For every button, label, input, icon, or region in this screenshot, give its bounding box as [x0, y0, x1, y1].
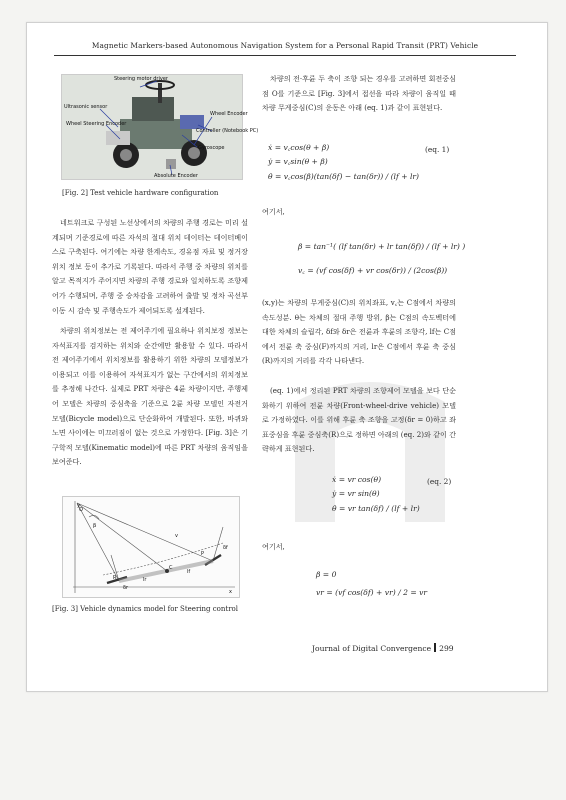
vehicle-photo: [61, 74, 259, 180]
eq1-line-2: ẏ = v꜀sin(θ + β): [268, 157, 328, 166]
beta-definition: β = tan⁻¹( (lf tan(δr) + lr tan(δf)) / (lf + lr) ): [298, 242, 466, 251]
final-vr: vr = (vf cos(δf) + vr) / 2 = vr: [316, 588, 428, 597]
page-footer: [312, 643, 454, 653]
eq1-line-3: θ̇ = v꜀cos(β)(tan(δf) − tan(δr)) / (lf + lr): [268, 172, 420, 181]
eq2-number: (eq. 2): [427, 477, 452, 486]
label-absolute-encoder: Absolute Encoder: [154, 173, 198, 179]
eq2-line-3: θ̇ = vr tan(δf) / (lf + lr): [332, 504, 420, 513]
label-c: C: [169, 565, 173, 571]
label-v: v: [175, 533, 178, 539]
right-intro: 차량의 전·후륜 두 축이 조향 되는 경우를 고려하면 회전중심점 O를 기준으로 [Fig. 3]에서 접선을 따라 차량이 움직일 때 차량 무게중심(C)의 운동은 아래 (eq. 1)과 같이 표현된다.: [262, 74, 456, 113]
label-delta-r: δr: [123, 585, 129, 591]
where-1: 여기서,: [262, 207, 285, 216]
label-gyroscope: Gyroscope: [198, 145, 225, 151]
running-header: Magnetic Markers-based Autonomous Navigation System for a Personal Rapid Transit (PRT) Vehicle: [54, 41, 516, 56]
final-beta: β = 0: [316, 570, 337, 579]
page-number: 299: [439, 644, 454, 653]
label-steering-motor-driver: Steering motor driver: [114, 76, 168, 82]
where-2: 여기서,: [262, 542, 285, 551]
label-controller: Controller (Notebook PC): [196, 128, 259, 134]
label-x: x: [229, 589, 232, 595]
label-beta: β: [93, 523, 97, 529]
label-lf: lf: [187, 569, 191, 575]
label-o: O: [79, 507, 83, 513]
journal-name: Journal of Digital Convergence: [312, 644, 432, 653]
vehicle-dynamics-diagram: [62, 496, 240, 598]
label-delta-f: δf: [223, 545, 228, 551]
vc-definition: v꜀ = (vf cos(δf) + vr cos(δr)) / (2cos(β)): [298, 266, 448, 275]
label-ultrasonic-sensor: Ultrasonic sensor: [64, 104, 108, 110]
label-r: R: [113, 575, 117, 581]
label-p: P: [201, 551, 205, 557]
figure3-caption: [Fig. 3] Vehicle dynamics model for Steering control: [52, 605, 238, 613]
eq1-number: (eq. 1): [425, 145, 450, 154]
label-lr: lr: [143, 577, 147, 583]
label-wheel-steering-encoder: Wheel Steering Encoder: [66, 121, 127, 127]
left-paragraph-2: 차량의 위치정보는 전 제어주기에 필요하나 위치보정 정보는 자석표지를 검지하는 위치와 순간에만 활용할 수 있다. 따라서 전 제어주기에서 위치정보를 활용하기 위한 차량의 모델정보가 이용되고 이를 이용하여 자석표지가 없는 구간에서의 위치정보를 추정해 나간다. 실제로 PRT 차량은 4륜 차량이지만, 주행제어 모델은 차량의 중심축을 기준으로 2륜 차량 모델인 자전거 모델(Bicycle model)으로 단순화하여 개발된다. 또한, 바퀴와 노면 사이에는 미끄러짐이 없는 것으로 가정한다. [Fig. 3]은 기구학적 모델(Kinematic model)에 따른 PRT 차량의 움직임을 보여준다.: [52, 326, 248, 467]
eq1-line-1: ẋ = v꜀cos(θ + β): [268, 143, 330, 152]
label-wheel-encoder: Wheel Encoder: [210, 111, 248, 117]
footer-separator: [434, 643, 436, 652]
eq2-line-2: ẏ = vr sin(θ): [332, 489, 380, 498]
eq2-line-1: ẋ = vr cos(θ): [332, 475, 382, 484]
right-paragraph-simplification: (eq. 1)에서 정리된 PRT 차량의 조향제어 모델을 보다 단순화하기 위하여 전륜 차량(Front-wheel-drive vehicle) 모델로 가정하였다. 이를 위해 후륜 축 조향을 고정(δr = 0)하고 좌표중심을 후륜 중심축(R)으로 정하면 아래의 (eq. 2)와 같이 간략하게 표현된다.: [262, 386, 456, 454]
right-paragraph-variables: (x,y)는 차량의 무게중심(C)의 위치좌표, v꜀는 C점에서 차량의 속도성분. θ는 차체의 절대 주행 방위, β는 C점의 속도벡터에 대한 차체의 슬립각, δf와 δr은 전륜과 후륜의 조향각, lf는 C점에서 전륜 축 중심(F)까지의 거리, lr은 C점에서 후륜 축 중심(R)까지의 거리를 각각 나타낸다.: [262, 298, 456, 366]
figure2-caption: [Fig. 2] Test vehicle hardware configuration: [62, 189, 219, 197]
left-paragraph-1: 네트워크로 구성된 노선상에서의 차량의 주행 경로는 미리 설계되며 기준경로에 따른 자석의 절대 위치 데이터는 데이터베이스로 구축된다. 여기에는 차량 한계속도, 경유점 자료 및 정거장 위치 정보 등이 추가로 기록된다. 따라서 주행 중 차량의 위치를 알고 목적지가 주어지면 차량의 주행 경로와 일치하도록 조향제어가 수행되며, 주행 중 승차감을 고려하여 출발 및 정차 곡선부 이동 시 감속 및 주행속도가 제어되도록 설계된다.: [52, 218, 248, 315]
label-y: y: [77, 503, 80, 509]
